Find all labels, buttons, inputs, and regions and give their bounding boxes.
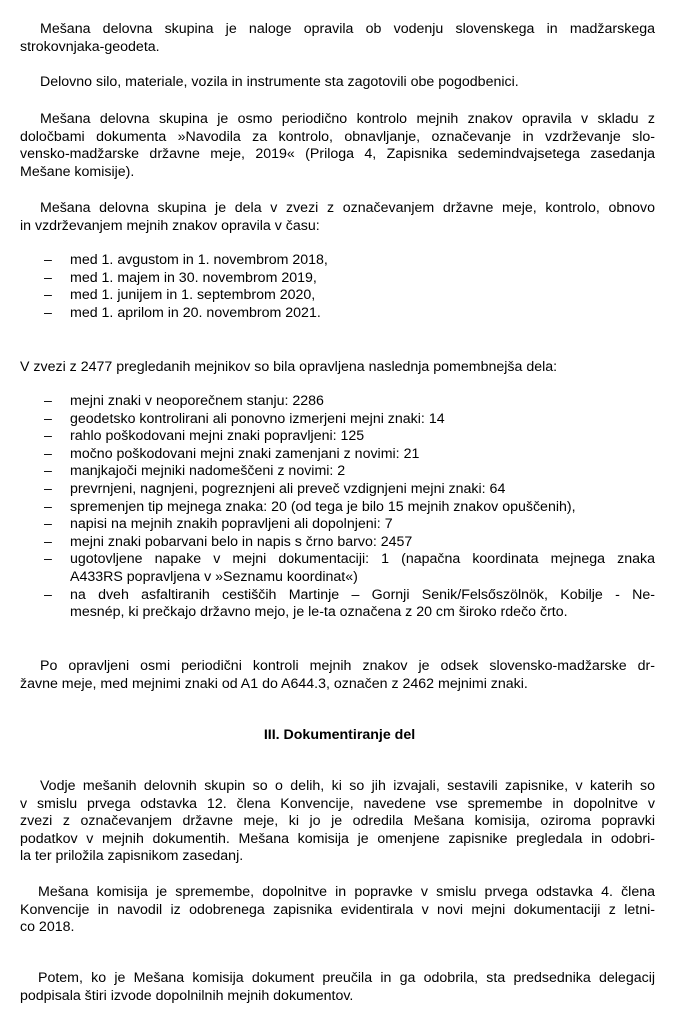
text-line: določbami dokumenta »Navodila za kontrolo, obnavljanje, označevanje in vzdrževanje slo- [20,128,655,145]
text-line: Mešana delovna skupina je osmo periodično kontrolo mejnih znakov opravila v skladu z [40,111,655,127]
text-line: la ter priložila zapisnikom zasedanj. [20,848,244,865]
dash-marker: – [44,445,52,462]
dash-marker: – [44,393,52,409]
list-item [20,551,655,586]
text-line: Mešana delovna skupina je dela v zvezi z označevanjem državne meje, kontrolo, obnovo [40,200,655,216]
list-item-line: napisi na mejnih znakih popravljeni ali dopolnjeni: 7 [70,516,393,533]
paragraph-tasks [20,21,655,56]
text-line: Mešana delovna skupina je naloge opravila ob vodenju slovenskega in madžarskega [40,21,655,37]
dash-marker: – [44,428,52,445]
list-item-line: spremenjen tip mejnega znaka: 20 (od tega je bilo 15 mejnih znakov opuščenih), [70,498,576,515]
dash-marker: – [44,516,52,533]
list-item-line: mejni znaki v neoporečnem stanju: 2286 [70,393,324,409]
text-line: žavne meje, med mejnimi znaki od A1 do A644.3, označen z 2462 mejnimi znaki. [20,675,528,692]
dash-marker: – [44,410,52,427]
paragraph-result [20,658,655,693]
text-line: Po opravljeni osmi periodični kontroli mejnih znakov je odsek slovensko-madžarske dr- [40,658,655,674]
dash-marker: – [44,304,52,321]
list-item-line: A433RS popravljena v »Seznamu koordinat«) [70,568,358,585]
list-item-line: ugotovljene napake v mejni dokumentaciji: 1 (napačna koordinata mejnega znaka [70,551,655,568]
text-line: vensko-madžarske državne meje, 2019« (Priloga 4, Zapisnika sedemindvajsetega zasedanja [20,146,655,163]
section-heading: III. Dokumentiranje del [263,727,416,743]
dash-marker: – [44,586,52,603]
text-line: podpisala štiri izvode dopolnilnih mejnih dokumentov. [20,987,354,1004]
list-item-text: med 1. aprilom in 20. novembrom 2021. [70,304,321,321]
text-line: Konvencije in navodil iz odobrenega zapisnika evidentirala v novi mejni dokumentaciji z letni- [20,901,655,918]
dash-marker: – [44,463,52,480]
list-item [20,446,655,464]
list-item [20,499,655,517]
paragraph-signing [20,970,655,1005]
text-line: strokovnjaka-geodeta. [20,38,160,55]
list-item-text: med 1. majem in 30. novembrom 2019, [70,269,317,286]
list-item-text: med 1. avgustom in 1. novembrom 2018, [70,252,328,268]
text-line: Potem, ko je Mešana komisija dokument preučila in ga odobrila, sta predsednika delegacij [38,970,655,986]
paragraph-work-period-intro [20,200,655,235]
dash-marker: – [44,252,52,268]
dash-marker: – [44,480,52,497]
dash-marker: – [44,498,52,515]
dash-marker: – [44,551,52,568]
list-item-line: močno poškodovani mejni znaki zamenjani z novimi: 21 [70,445,420,462]
list-item [20,252,655,270]
list-item-line: manjkajoči mejniki nadomeščeni z novimi: 2 [70,463,346,480]
periods-list [20,252,655,322]
paragraph-documentation [20,778,655,866]
list-item-line: mesnép, ki prečkajo državno mejo, je le-ta označena z 20 cm široko rdečo črto. [70,604,568,621]
text-line: co 2018. [20,919,75,936]
dash-marker: – [44,533,52,550]
text-line: Delovno silo, materiale, vozila in instrumente sta zagotovili obe pogodbenici. [40,74,519,90]
list-item-line: mejni znaki pobarvani belo in napis s črno barvo: 2457 [70,533,413,550]
list-item [20,411,655,429]
list-item-line: prevrnjeni, nagnjeni, pogreznjeni ali preveč vzdignjeni mejni znaki: 64 [70,480,506,497]
text-line: Mešana komisija je spremembe, dopolnitve in popravke v smislu prvega odstavka 4. člena [38,884,655,900]
list-item-line: geodetsko kontrolirani ali ponovno izmerjeni mejni znaki: 14 [70,410,445,427]
works-list [20,393,655,622]
dash-marker: – [44,269,52,286]
list-item [20,481,655,499]
paragraph-records [20,884,655,937]
list-item [20,305,655,323]
list-item [20,534,655,552]
list-item [20,463,655,481]
text-line: V zvezi z 2477 pregledanih mejnikov so bila opravljena naslednja pomembnejša dela: [20,359,558,375]
list-item [20,393,655,411]
text-line: Vodje mešanih delovnih skupin so o delih, ki so jih izvajali, sestavili zapisnike, v katerih so [40,778,655,794]
text-line: zvezi z označevanjem državne meje, ki jo je odredila Mešana komisija, oziroma popravki [20,813,655,830]
list-item-line: na dveh asfaltiranih cestiščih Martinje – Gornji Senik/Felsőszölnök, Kobilje - Ne- [70,586,655,603]
list-item-text: med 1. junijem in 1. septembrom 2020, [70,287,316,304]
list-item [20,428,655,446]
paragraph-periodic-control [20,111,655,181]
text-line: podatkov v mejnih dokumentih. Mešana komisija je omenjene zapisnike pregledala in odobri- [20,830,655,847]
text-line: in vzdrževanjem mejnih znakov opravila v času: [20,217,320,234]
text-line: v smislu prvega odstavka 12. člena Konvencije, navedene vse spremembe in dopolnitve v [20,795,655,812]
list-item [20,587,655,622]
dash-marker: – [44,287,52,304]
paragraph-resources [20,74,655,92]
paragraph-works-intro [20,359,655,377]
list-item-line: rahlo poškodovani mejni znaki popravljeni: 125 [70,428,365,445]
text-line: Mešane komisije). [20,163,135,180]
list-item [20,287,655,305]
list-item [20,270,655,288]
list-item [20,516,655,534]
